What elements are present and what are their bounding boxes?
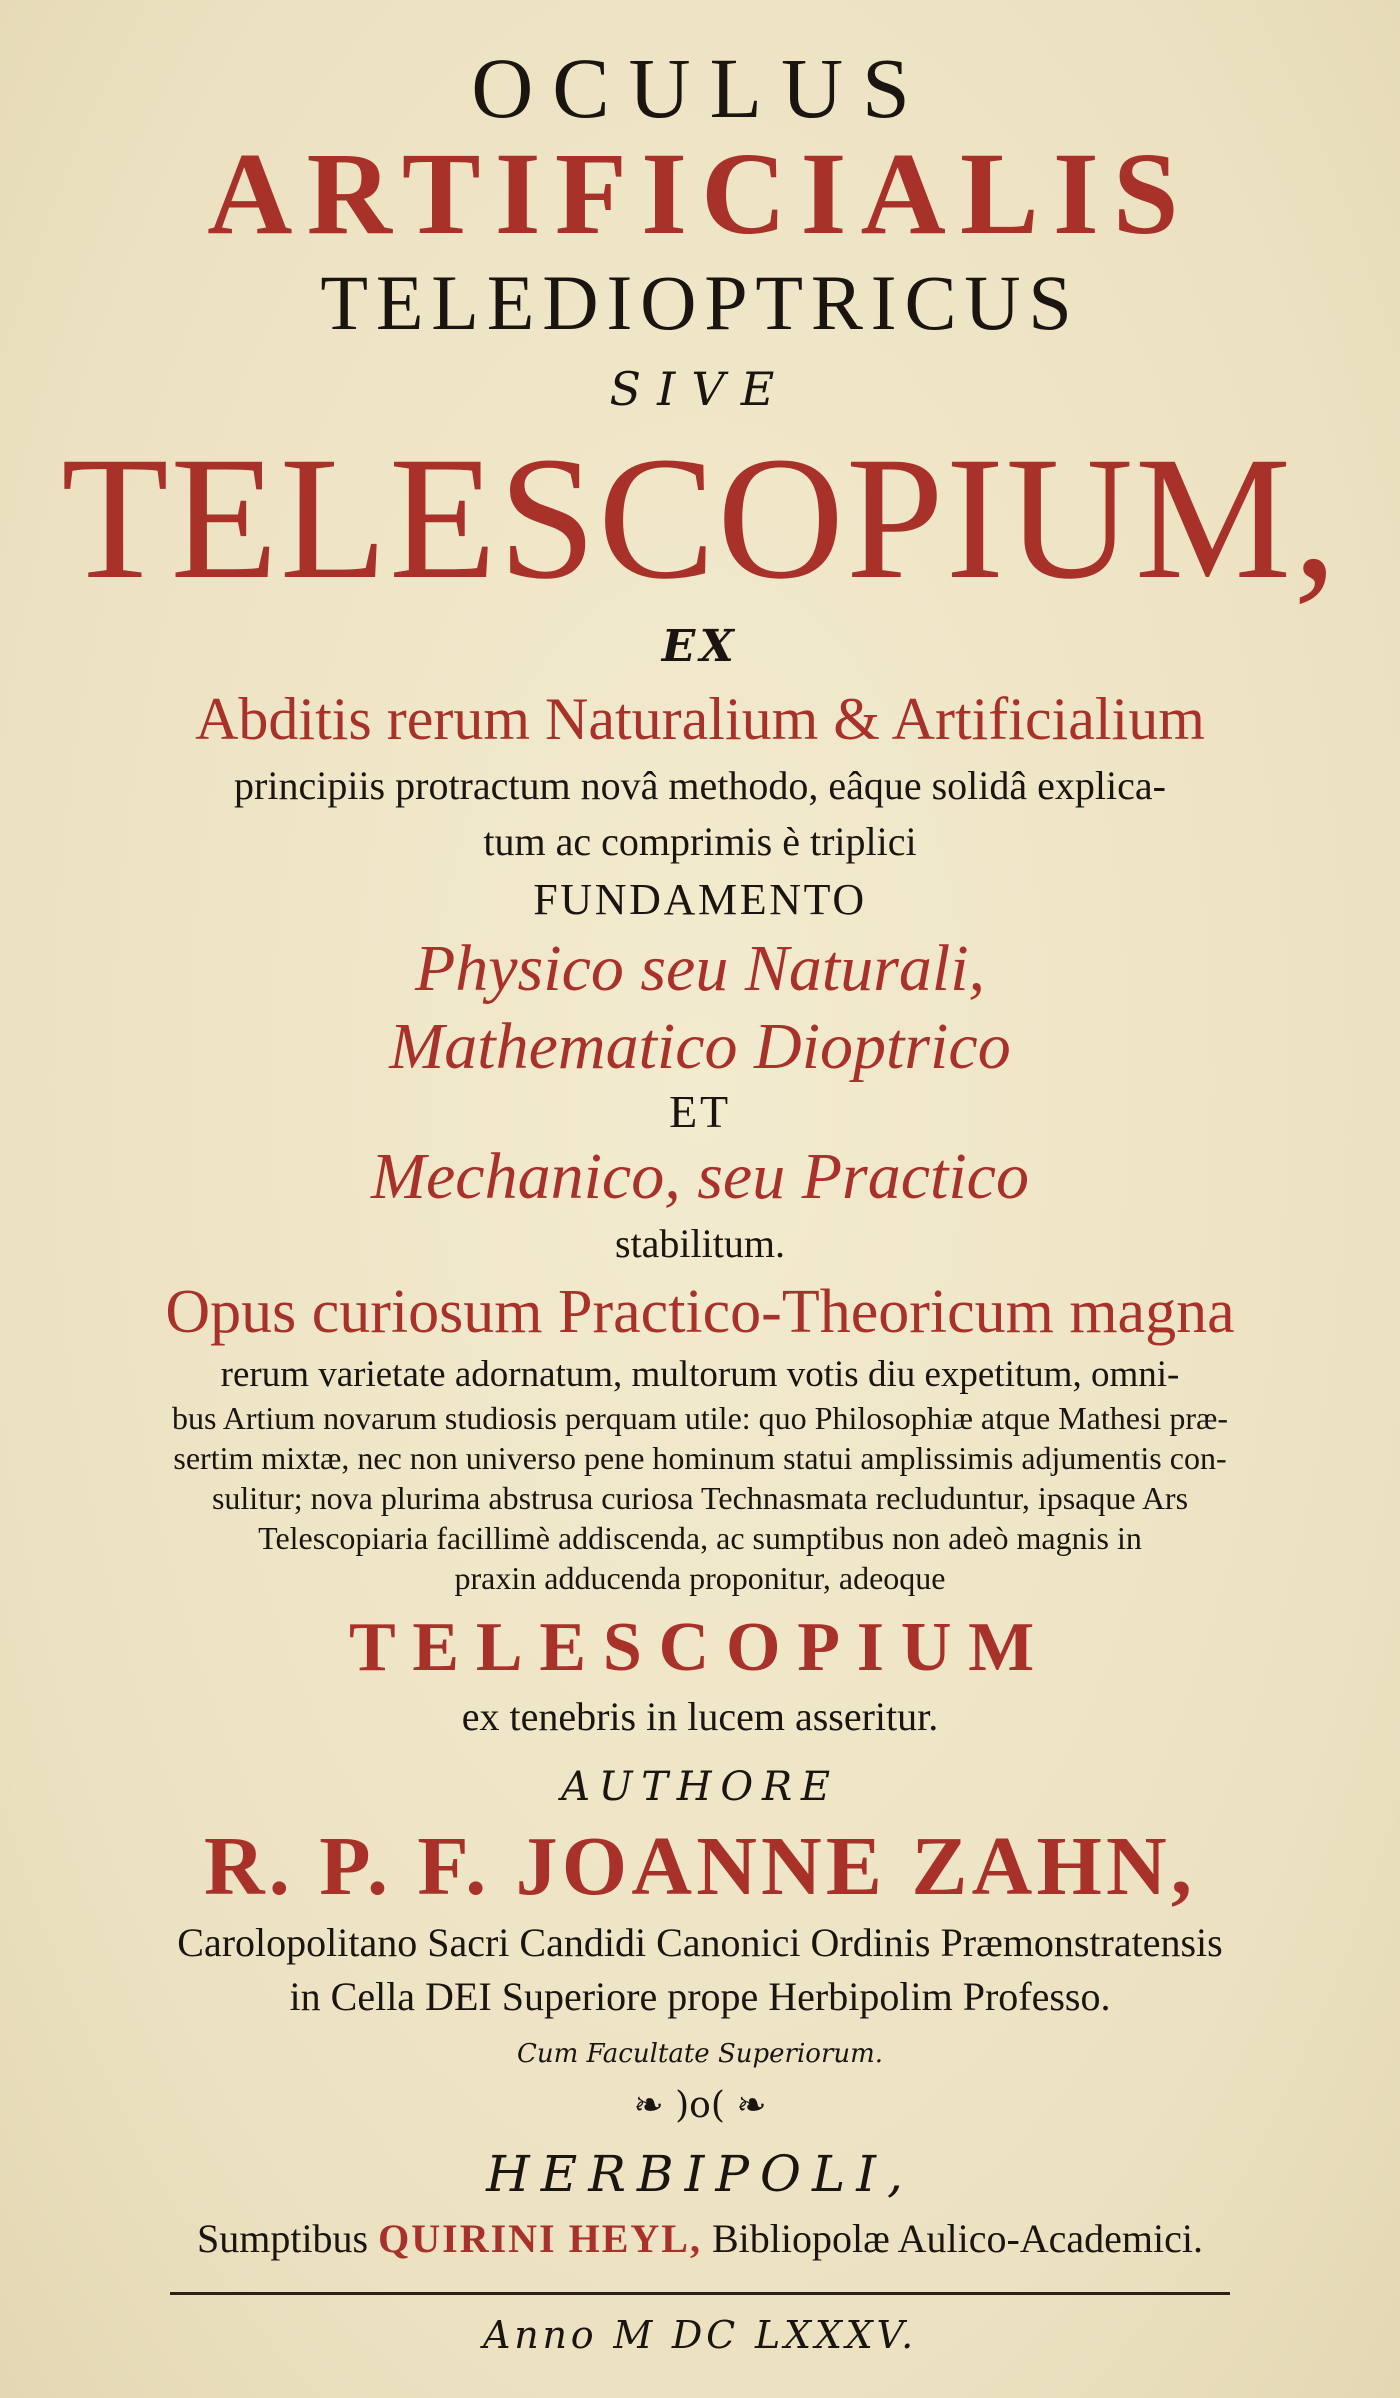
heading-fundamento: FUNDAMENTO bbox=[533, 875, 867, 924]
imprint-year: Anno M DC LXXXV. bbox=[482, 2313, 918, 2357]
ornament-icon: ❧ )o( ❧ bbox=[633, 2085, 767, 2126]
author-name: R. P. F. JOANNE ZAHN, bbox=[203, 1820, 1197, 1913]
imprint-publisher-name: QUIRINI HEYL, bbox=[378, 2216, 702, 2261]
divider-rule bbox=[170, 2292, 1230, 2295]
italic-line-mechanico: Mechanico, seu Practico bbox=[371, 1140, 1029, 1213]
imprint-place: HERBIPOLI, bbox=[486, 2145, 914, 2203]
italic-line-physico: Physico seu Naturali, bbox=[414, 932, 986, 1005]
author-affiliation-1: Carolopolitano Sacri Candidi Canonici Ordinis Præmonstratensis bbox=[177, 1920, 1223, 1965]
heading-et: ET bbox=[669, 1086, 731, 1137]
body-line-stabilitum: stabilitum. bbox=[615, 1221, 785, 1266]
body-line-sulitur: sulitur; nova plurima abstrusa curiosa Technasmata recluduntur, ipsaque Ars bbox=[211, 1480, 1189, 1516]
heading-telescopium: TELESCOPIUM bbox=[348, 1609, 1052, 1686]
permission-line: Cum Facultate Superiorum. bbox=[516, 2039, 884, 2069]
italic-line-mathematico: Mathematico Dioptrico bbox=[389, 1010, 1011, 1083]
body-line-principiis: principiis protractum novâ methodo, eâque solidâ explica- bbox=[234, 763, 1166, 808]
body-line-telescopiaria: Telescopiaria facillimè addiscenda, ac sumptibus non adeò magnis in bbox=[258, 1520, 1142, 1556]
body-line-rerum: rerum varietate adornatum, multorum votis diu expetitum, omni- bbox=[220, 1354, 1180, 1395]
subtitle-abditis: Abditis rerum Naturalium & Artificialium bbox=[195, 686, 1205, 752]
heading-authore: AUTHORE bbox=[561, 1764, 839, 1810]
title-line-teledioptricus: TELEDIOPTRICUS bbox=[320, 259, 1080, 346]
subtitle-opus: Opus curiosum Practico-Theoricum magna bbox=[165, 1278, 1235, 1346]
title-line-telescopium: TELESCOPIUM, bbox=[61, 421, 1339, 616]
title-line-artificialis: ARTIFICIALIS bbox=[207, 128, 1193, 259]
imprint-bibliopolae: Bibliopolæ Aulico-Academici. bbox=[711, 2216, 1204, 2261]
author-affiliation-2: in Cella DEI Superiore prope Herbipolim Professo. bbox=[289, 1974, 1111, 2019]
title-line-ex: EX bbox=[661, 621, 739, 672]
imprint-publisher bbox=[0, 2210, 1400, 2268]
body-line-ex-tenebris: ex tenebris in lucem asseritur. bbox=[461, 1694, 939, 1739]
title-line-sive: SIVE bbox=[609, 362, 791, 416]
body-line-artium: bus Artium novarum studiosis perquam utile: quo Philosophiæ atque Mathesi præ- bbox=[172, 1400, 1228, 1436]
body-line-sertim: sertim mixtæ, nec non universo pene hominum statui amplissimis adjumentis con- bbox=[173, 1440, 1227, 1476]
title-line-oculus: OCULUS bbox=[471, 40, 929, 136]
imprint-sumptibus: Sumptibus bbox=[196, 2216, 369, 2261]
body-line-praxin: praxin adducenda proponitur, adeoque bbox=[454, 1560, 946, 1596]
body-line-tum-ac: tum ac comprimis è triplici bbox=[483, 819, 917, 864]
